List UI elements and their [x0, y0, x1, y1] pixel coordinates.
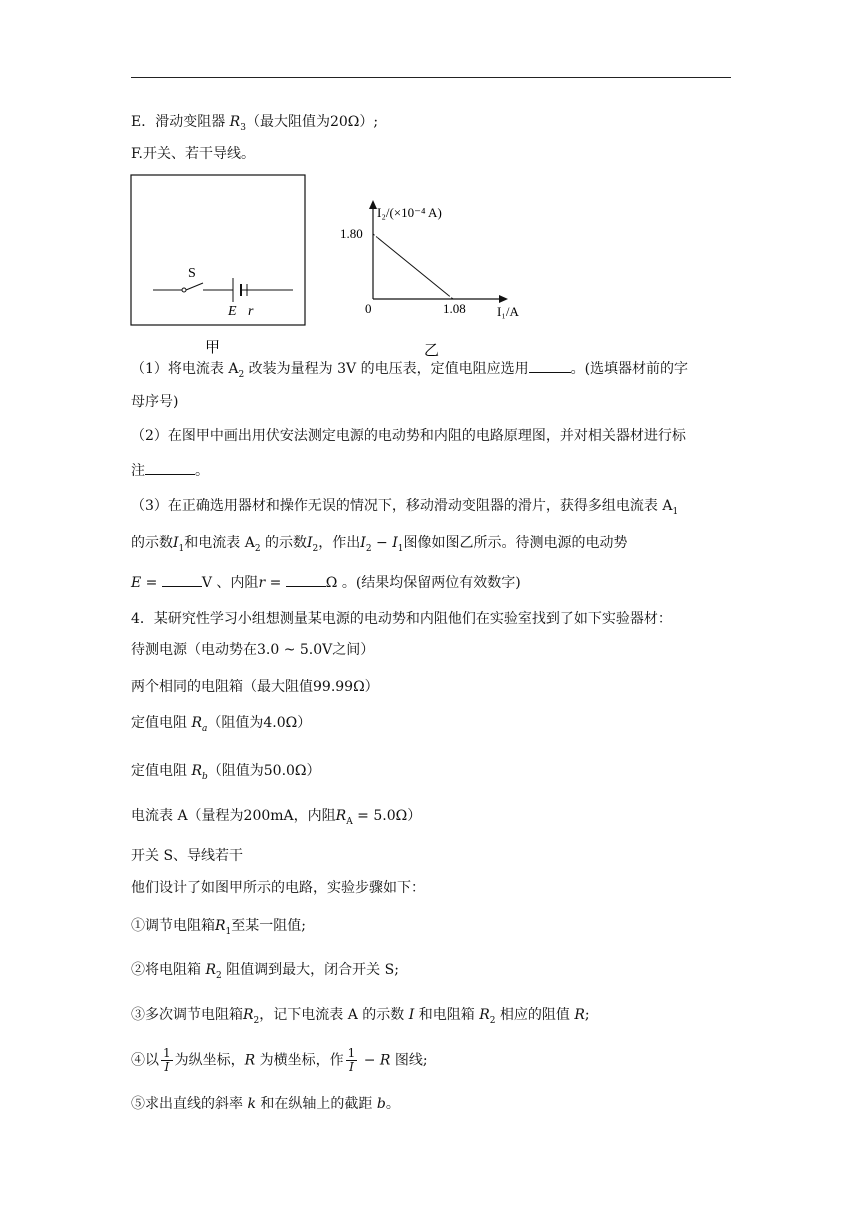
q1-text-3: 。(选填器材前的字: [570, 361, 689, 377]
a1-subscript: 1: [672, 506, 679, 517]
question-3-line-3: [131, 572, 521, 593]
step-3-text-2: ，记下电流表 A 的示数: [259, 1007, 409, 1023]
x-axis-label: I₁/A: [497, 304, 519, 319]
ra-symbol: R: [191, 715, 202, 731]
ra-text-2: （阻值为4.0Ω）: [207, 715, 312, 731]
equip-switch: 开关 S、导线若干: [131, 848, 244, 864]
q3-text-4: 的示数: [260, 535, 308, 551]
answer-blank-q2[interactable]: [145, 460, 195, 475]
rb-subscript: b: [202, 771, 208, 782]
i2-subscript: 2: [312, 543, 319, 554]
a2-subscript-2: 2: [254, 543, 261, 554]
step-5: [131, 1094, 400, 1114]
q1-text-1: （1）将电流表 A: [131, 361, 239, 377]
r2-symbol-2: R: [243, 1007, 254, 1023]
item-f: F.开关、若干导线。: [131, 146, 255, 162]
ra-internal-subscript: A: [346, 816, 353, 827]
i1-subscript-2: 1: [397, 543, 404, 554]
i2-subscript-2: 2: [365, 543, 372, 554]
question-1-line-2: 母序号): [131, 394, 179, 410]
r-symbol-2: R: [574, 1007, 585, 1023]
item-e-text-2: （最大阻值为20Ω）;: [245, 114, 379, 130]
fraction-denominator: I: [164, 1060, 170, 1074]
question-2-line-1: （2）在图甲中画出用伏安法测定电源的电动势和内阻的电路原理图，并对相关器材进行标: [131, 428, 686, 444]
step-1-text-2: 至某一阻值;: [231, 918, 306, 934]
r3-symbol: R: [229, 114, 241, 130]
emf-symbol: E: [131, 575, 142, 591]
switch-contact: [182, 288, 186, 292]
a2-subscript: 2: [238, 369, 245, 380]
item-e: [131, 112, 378, 132]
step-2: [131, 960, 399, 980]
step-4: [131, 1047, 428, 1074]
fraction-denominator-2: I: [349, 1060, 354, 1074]
i1-subscript: 1: [178, 543, 185, 554]
figure-jia-caption: 甲: [205, 340, 221, 356]
step-3-text-1: ③多次调节电阻箱: [131, 1007, 243, 1023]
x-tick-label: 1.08: [443, 301, 466, 316]
r-symbol-3: R: [244, 1052, 256, 1069]
step-4-text-4: 图线;: [390, 1052, 428, 1069]
question-3-line-2: [131, 533, 627, 553]
question-1-line-1: [131, 358, 688, 379]
internal-resistance-label: r: [248, 304, 254, 319]
ammeter-text-1: 电流表 A（量程为200mA，内阻: [131, 808, 336, 824]
y-axis-label: I₂/(×10⁻⁴ A): [377, 205, 442, 220]
design-line: 他们设计了如图甲所示的电路，实验步骤如下：: [131, 880, 425, 896]
fraction-1-over-i-2: [346, 1047, 358, 1074]
origin-label: 0: [365, 301, 372, 316]
i1-symbol: I: [173, 535, 179, 551]
x-axis-arrow: [499, 295, 508, 303]
r2-subscript: 2: [216, 970, 222, 981]
y-tick-label: 1.80: [340, 226, 363, 241]
question-2-line-2: [131, 460, 209, 481]
equip-resistance-boxes: 两个相同的电阻箱（最大阻值99.99Ω）: [131, 679, 379, 695]
fraction-1-over-i: [161, 1047, 173, 1074]
i2-symbol: I: [307, 535, 313, 551]
data-line: [378, 238, 448, 295]
step-3: [131, 1005, 590, 1025]
ra-internal-symbol: R: [335, 808, 347, 824]
emf-label: E: [228, 304, 237, 319]
step-5-text-3: 。: [385, 1096, 400, 1112]
equals-2: =: [265, 575, 286, 591]
r2-subscript-3: 2: [489, 1015, 496, 1026]
answer-blank-r[interactable]: [286, 572, 326, 587]
i1-symbol-2: I: [392, 535, 398, 551]
r2-symbol: R: [205, 962, 216, 978]
minus-sign-2: −: [359, 1052, 380, 1069]
y-axis-arrow: [369, 200, 377, 209]
b-symbol: b: [376, 1096, 386, 1112]
rb-text-2: （阻值为50.0Ω）: [207, 763, 321, 779]
step-1-text-1: ①调节电阻箱: [131, 918, 215, 934]
equals-1: =: [141, 575, 162, 591]
r-symbol-4: R: [379, 1052, 391, 1069]
question-3-line-1: [131, 496, 678, 516]
step-3-text-3: 和电阻箱: [414, 1007, 480, 1023]
data-line-dash-top: [373, 234, 378, 238]
step-3-text-5: ;: [584, 1007, 590, 1023]
q1-text-2: 改装为量程为 3V 的电压表，定值电阻应选用: [244, 361, 529, 377]
fraction-numerator: 1: [163, 1046, 171, 1060]
ra-subscript: a: [202, 723, 208, 734]
equip-source: 待测电源（电动势在3.0 ~ 5.0V之间）: [131, 642, 375, 658]
r2-symbol-3: R: [479, 1007, 490, 1023]
equip-ra: [131, 713, 311, 733]
equip-ammeter: [131, 806, 421, 826]
ra-text-1: 定值电阻: [131, 715, 192, 731]
q2-text-2: 。: [195, 463, 209, 479]
switch-label: S: [188, 266, 196, 281]
step-1: [131, 916, 306, 936]
fraction-numerator-2: 1: [347, 1046, 356, 1060]
step-4-text-1: ④以: [131, 1052, 159, 1069]
i-symbol: I: [408, 1007, 415, 1023]
header-rule: [131, 77, 731, 78]
answer-blank-emf[interactable]: [162, 572, 202, 587]
step-5-text-2: 和在纵轴上的截距: [255, 1096, 377, 1112]
q3-text-3: 和电流表 A: [184, 535, 255, 551]
problem-4-intro: 4．某研究性学习小组想测量某电源的电动势和内阻他们在实验室找到了如下实验器材：: [131, 611, 672, 627]
answer-blank-q1[interactable]: [529, 358, 571, 373]
q3-text-1: （3）在正确选用器材和操作无误的情况下，移动滑动变阻器的滑片，获得多组电流表 A: [131, 498, 673, 514]
r-symbol: r: [258, 575, 266, 591]
q3-text-2: 的示数: [131, 535, 173, 551]
q3-text-6: 图像如图乙所示。待测电源的电动势: [403, 535, 628, 551]
step-3-text-4: 相应的阻值: [495, 1007, 575, 1023]
r1-symbol: R: [215, 918, 226, 934]
equip-rb: [131, 761, 321, 781]
figure-jia-frame: [131, 175, 305, 325]
step-2-text-1: ②将电阻箱: [131, 962, 206, 978]
item-e-text: E．滑动变阻器: [131, 114, 230, 130]
step-4-text-3: 为横坐标，作: [255, 1052, 344, 1069]
rb-text-1: 定值电阻: [131, 763, 192, 779]
ammeter-text-2: = 5.0Ω）: [352, 808, 422, 824]
step-4-text-2: 为纵坐标，: [174, 1052, 245, 1069]
r2-subscript-2: 2: [253, 1015, 260, 1026]
step-5-text-1: ⑤求出直线的斜率: [131, 1096, 248, 1112]
q3-text-5: ，作出: [318, 535, 361, 551]
i2-symbol-2: I: [360, 535, 366, 551]
rb-symbol: R: [191, 763, 202, 779]
step-2-text-2: 阻值调到最大，闭合开关 S;: [221, 962, 399, 978]
q2-text-1: 注: [131, 463, 145, 479]
r3-subscript: 3: [240, 122, 246, 133]
minus-sign: −: [371, 535, 393, 551]
q3-text-8: Ω 。(结果均保留两位有效数字): [325, 575, 521, 591]
q3-text-7: V 、内阻: [201, 575, 259, 591]
figure-jia: [125, 170, 315, 360]
r1-subscript: 1: [225, 926, 232, 937]
figure-yi: [335, 195, 535, 360]
k-symbol: k: [247, 1096, 256, 1112]
switch-blade: [186, 283, 203, 290]
figure-yi-caption: 乙: [424, 343, 440, 359]
